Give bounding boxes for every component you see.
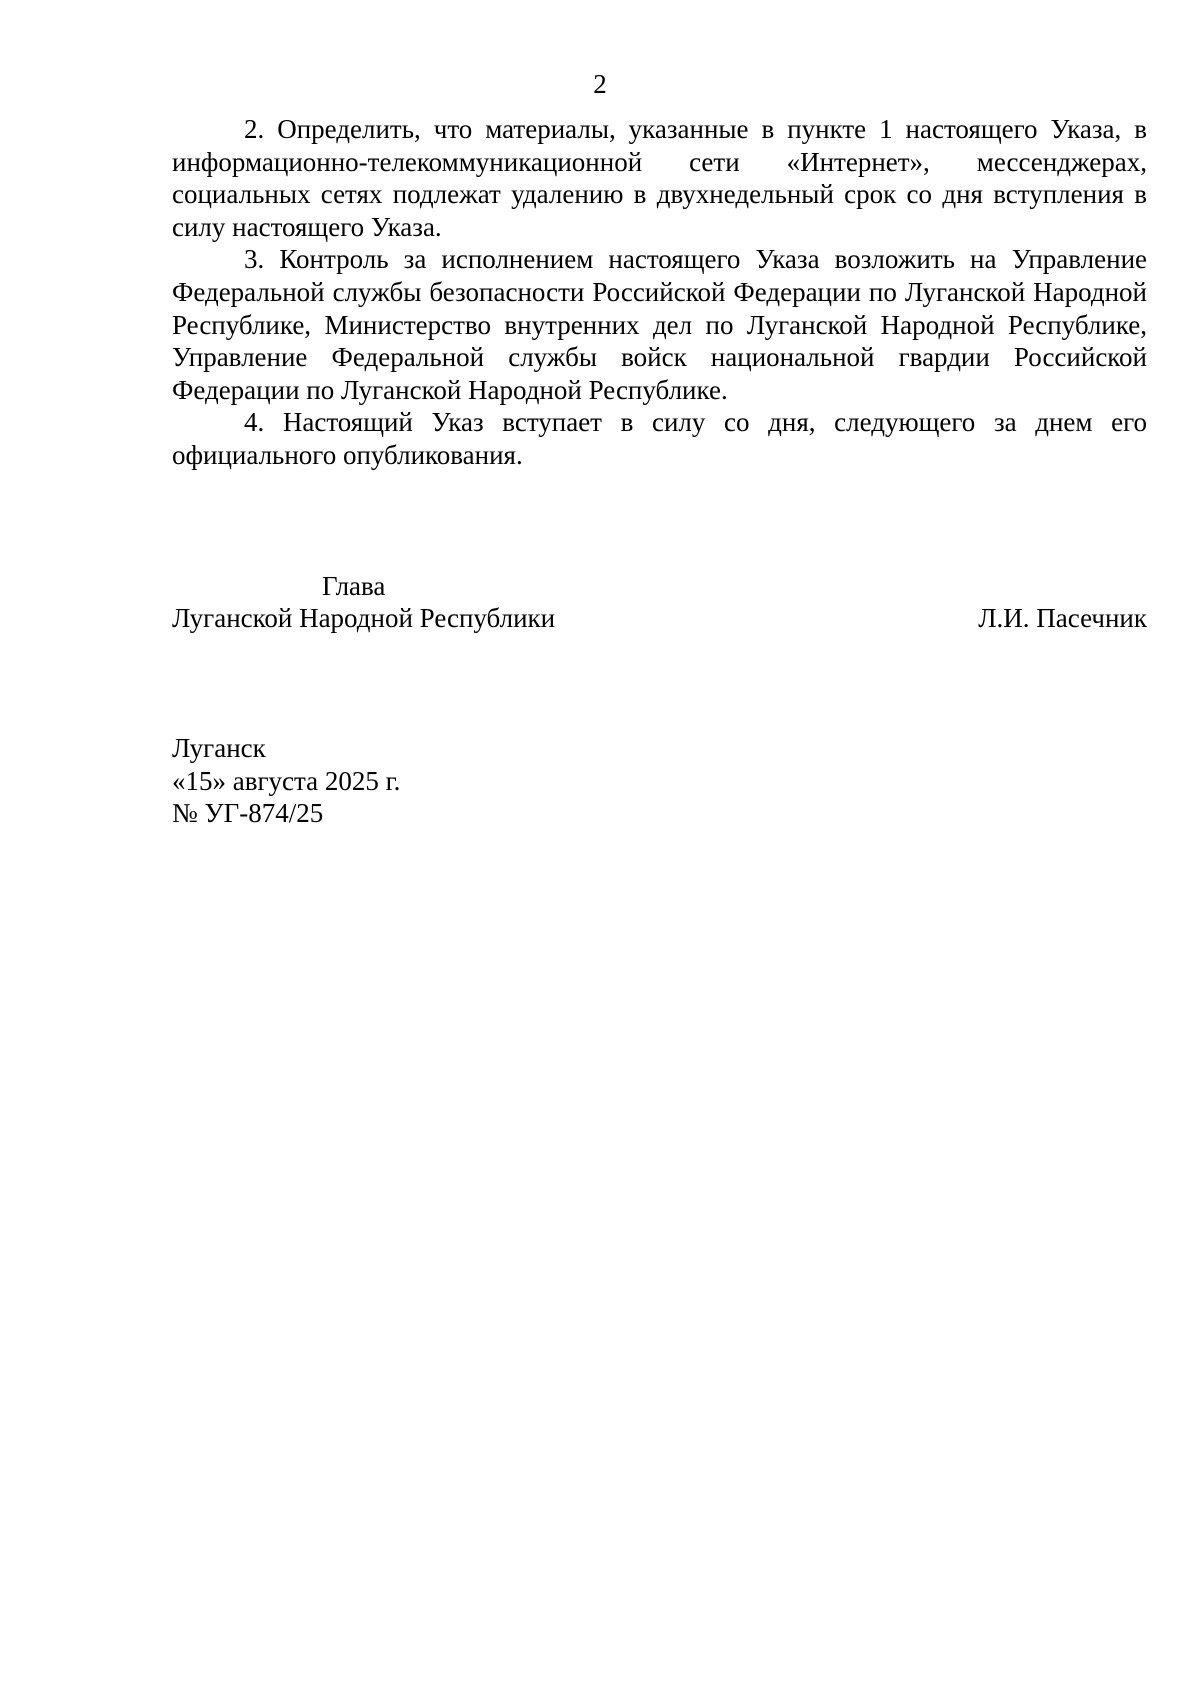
signatory-organization: Луганской Народной Республики — [172, 603, 556, 633]
issue-date: «15» августа 2025 г. — [172, 765, 401, 796]
decree-number: № УГ-874/25 — [172, 798, 324, 828]
issue-details — [172, 732, 400, 830]
paragraph-2: 2. Определить, что материалы, указанные в пункте 1 настоящего Указа, в информационно-телекоммуникационной сети «Интернет», мессенджерах, социальных сетях подлежат удалению в двухнедельный срок со дня вступления в силу настоящего Указа. — [172, 114, 1147, 242]
signatory-name: Л.И. Пасечник — [978, 603, 1147, 633]
decree-body — [172, 113, 1147, 472]
signatory-post: Глава — [322, 571, 386, 601]
paragraph-3: 3. Контроль за исполнением настоящего Указа возложить на Управление Федеральной службы безопасности Российской Федерации по Луганской Народной Республике, Министерство внутренних дел по Луганской Народной Республике, Управление Федеральной службы войск национальной гвардии Российской Федерации по Луганской Народной Республике. — [172, 244, 1147, 405]
paragraph-4: 4. Настоящий Указ вступает в силу со дня, следующего за днем его официального опубликования. — [172, 407, 1147, 470]
page-number: 2 — [593, 69, 607, 99]
issue-place: Луганск — [172, 733, 266, 763]
